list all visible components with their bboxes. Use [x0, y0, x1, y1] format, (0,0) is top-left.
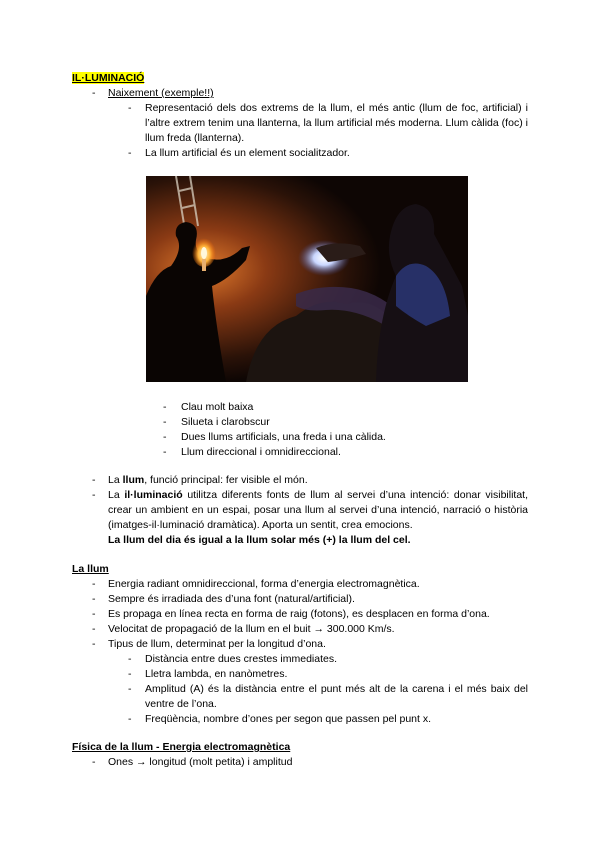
list-item: Es propaga en línea recta en forma de raig (fotons), es desplacen en forma d’ona. — [108, 608, 490, 620]
text-span: utilitza diferents fonts de llum al servei d’una intenció: donar visibilitat, crear un ambient en un espai, posar una llum al servei d’una intenció, narració o història (imatges-il·luminació dramàtica). Aporta un sentit, crea emocions. — [108, 489, 528, 531]
text-span: La — [108, 489, 125, 501]
bullet-dash: - — [92, 608, 96, 620]
list-item: Velocitat de propagació de la llum en el buit → 300.000 Km/s. — [108, 623, 395, 635]
bullet-dash: - — [128, 683, 132, 695]
bullet-dash: - — [163, 446, 167, 458]
section-title-text: IL·LUMINACIÓ — [72, 72, 145, 84]
section-title-illuminacio — [72, 71, 144, 86]
bold-statement: La llum del dia és igual a la llum solar més (+) la llum del cel. — [108, 534, 411, 546]
bullet-dash: - — [92, 756, 96, 768]
list-item: Sempre és irradiada des d’una font (natural/artificial). — [108, 593, 355, 605]
list-item: La llum artificial és un element socialitzador. — [145, 147, 350, 159]
list-item: Llum direccional i omnidireccional. — [181, 446, 341, 458]
bullet-dash: - — [128, 668, 132, 680]
text-span: , funció principal: fer visible el món. — [144, 474, 308, 486]
bullet-dash: - — [92, 578, 96, 590]
section-title-fisica: Física de la llum - Energia electromagnètica — [72, 741, 291, 753]
birth-scene-photo — [146, 176, 468, 382]
list-item: Distància entre dues crestes immediates. — [145, 653, 337, 665]
list-item: Clau molt baixa — [181, 401, 254, 413]
paragraph-llum — [108, 473, 528, 488]
bullet-dash: - — [92, 593, 96, 605]
photo-illustration — [146, 176, 468, 382]
bold-term: llum — [122, 474, 145, 486]
bullet-dash: - — [128, 713, 132, 725]
bullet-dash: - — [92, 87, 96, 99]
list-item: Freqüència, nombre d’ones per segon que passen pel punt x. — [145, 713, 432, 725]
list-item: Tipus de llum, determinat per la longitud d’ona. — [108, 638, 326, 650]
list-item: Silueta i clarobscur — [181, 416, 270, 428]
bullet-dash: - — [128, 653, 132, 665]
bullet-dash: - — [163, 416, 167, 428]
bullet-dash: - — [128, 102, 132, 114]
list-item: Lletra lambda, en nanòmetres. — [145, 668, 288, 680]
list-item: Energia radiant omnidireccional, forma d’energia electromagnètica. — [108, 578, 420, 590]
list-item: Representació dels dos extrems de la llum, el més antic (llum de foc, artificial) i l’altre extrem tenim una llanterna, la llum artificial més moderna. Llum càlida (foc) i llum freda (llanterna). — [145, 102, 528, 144]
subtitle-naixement: Naixement (exemple!!) — [108, 87, 214, 99]
list-item: Ones → longitud (molt petita) i amplitud — [108, 756, 293, 768]
bullet-dash: - — [92, 638, 96, 650]
list-item: Dues llums artificials, una freda i una càlida. — [181, 431, 386, 443]
section-title-la-llum: La llum — [72, 563, 109, 575]
bold-term: il·luminació — [124, 489, 183, 501]
bullet-dash: - — [163, 431, 167, 443]
bullet-dash: - — [163, 401, 167, 413]
bullet-dash: - — [128, 147, 132, 159]
paragraph-illuminacio — [108, 488, 528, 533]
bullet-dash: - — [92, 489, 96, 501]
bullet-dash: - — [92, 474, 96, 486]
text-span: La — [108, 474, 123, 486]
list-item: Amplitud (A) és la distància entre el punt més alt de la carena i el més baix del ventre de l’ona. — [145, 683, 528, 710]
bullet-dash: - — [92, 623, 96, 635]
